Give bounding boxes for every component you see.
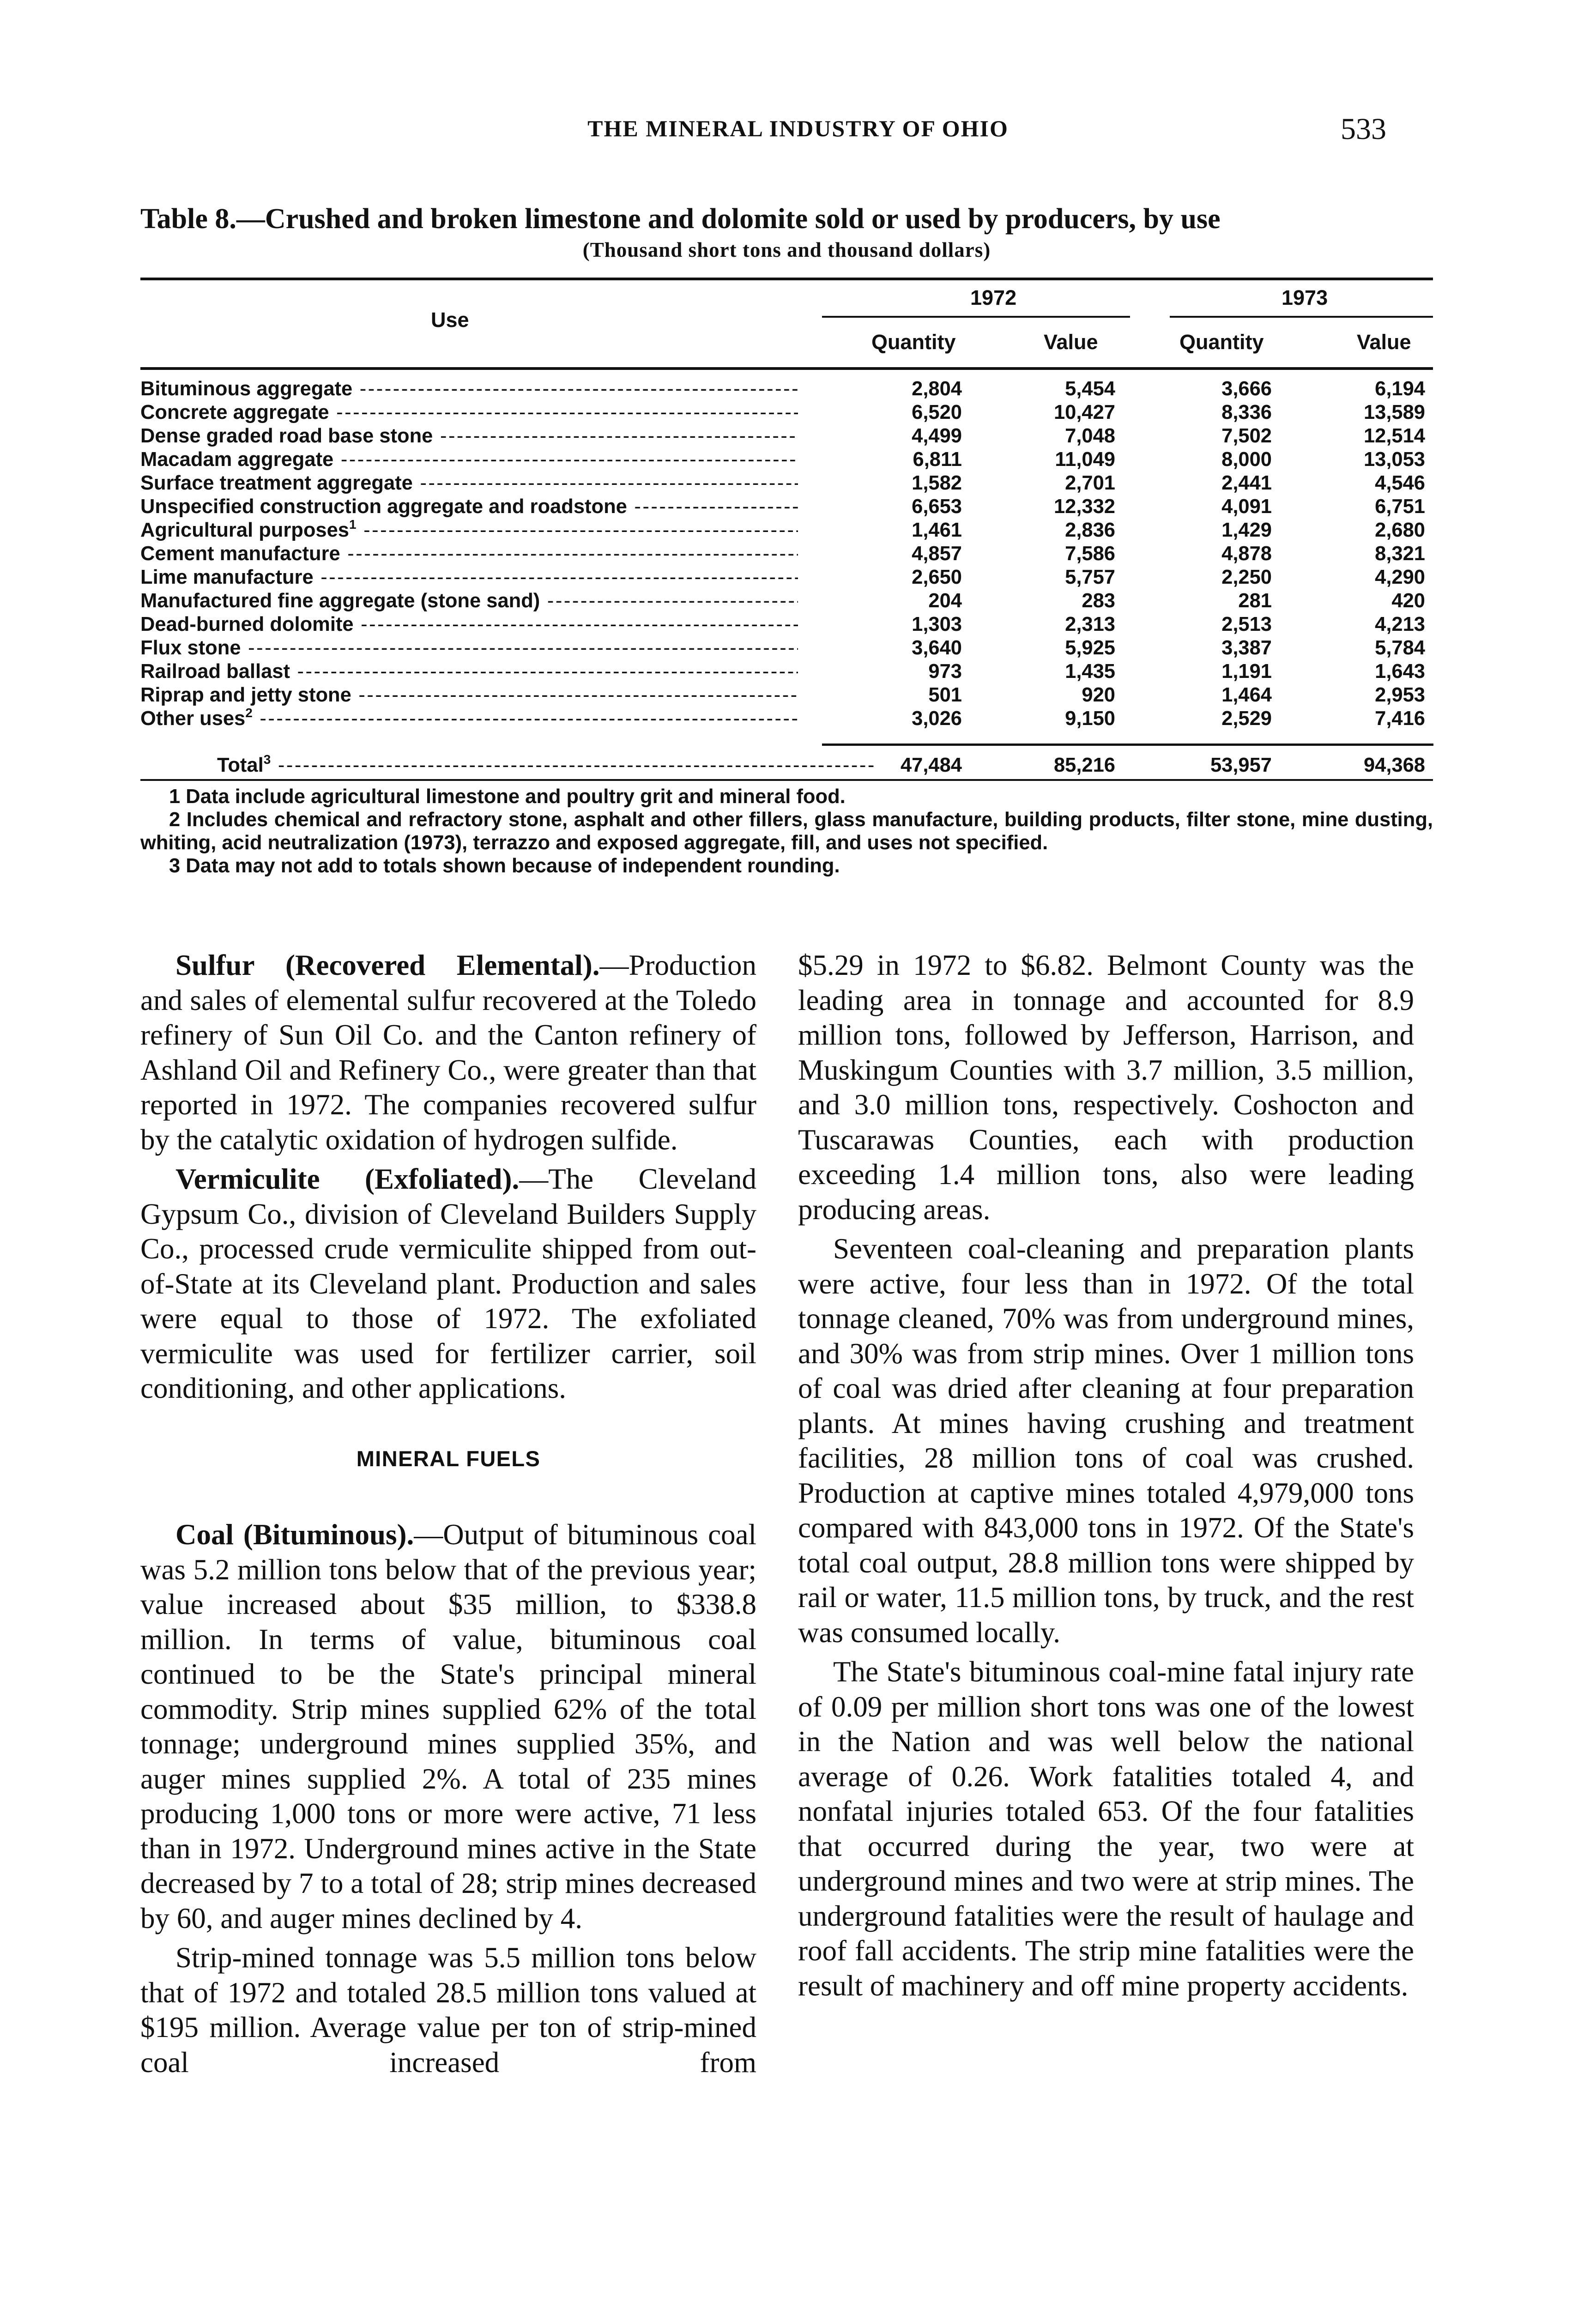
value-1973: 5,784	[1375, 637, 1425, 659]
column-header-quantity-1972: Quantity	[871, 330, 956, 354]
footnote-1: 1 Data include agricultural limestone and poultry grit and mineral food.	[169, 786, 846, 808]
page-number: 533	[1341, 112, 1386, 146]
use-label	[140, 683, 798, 707]
value-1972: 2,701	[1065, 472, 1115, 494]
paragraph-strip-mined: Strip-mined tonnage was 5.5 million tons below that of 1972 and totaled 28.5 million tons valued at $195 million. Average value per ton of strip-mined coal increased from	[140, 1941, 756, 2079]
table-top-rule	[140, 278, 1433, 280]
quantity-1972: 6,811	[913, 448, 962, 471]
table-row	[140, 659, 1433, 683]
quantity-1973: 2,529	[1221, 707, 1272, 730]
use-label	[140, 612, 798, 636]
use-label	[140, 424, 798, 448]
use-label	[140, 636, 798, 660]
quantity-1973: 8,336	[1221, 401, 1272, 423]
use-text: Cement manufacture	[140, 543, 340, 565]
value-1972: 1,435	[1065, 660, 1115, 683]
quantity-1972: 6,653	[912, 496, 962, 518]
value-1972: 2,313	[1065, 613, 1115, 635]
paragraph-coal-cleaning: Seventeen coal-cleaning and preparation plants were active, four less than in 1972. Of the total tonnage cleaned, 70% was from underground mines, and 30% was from strip mines. Over 1 million tons of coal was dried after cleaning at four preparation plants. At mines having crushing and treatment facilities, 28 million tons of coal was crushed. Production at captive mines totaled 4,979,000 tons compared with 843,000 tons in 1972. Of the State's total coal output, 28.8 million tons were shipped by rail or water, 11.5 million tons, by truck, and the rest was consumed locally.	[798, 1233, 1414, 1649]
use-label	[140, 589, 798, 613]
use-text: Dense graded road base stone	[140, 425, 433, 447]
paragraph-sulfur	[140, 948, 756, 1157]
footnote-ref: 2	[245, 707, 253, 720]
quantity-1972: 501	[928, 684, 962, 706]
value-1973: 4,290	[1375, 566, 1425, 588]
quantity-1973: 4,091	[1221, 496, 1272, 518]
use-label	[140, 542, 798, 566]
footnote-3: 3 Data may not add to totals shown because of independent rounding.	[169, 855, 840, 877]
value-1973: 94,368	[1363, 754, 1425, 776]
use-label	[140, 518, 798, 542]
left-column	[140, 948, 756, 2085]
quantity-1973: 8,000	[1221, 448, 1272, 471]
use-text: Surface treatment aggregate	[140, 472, 413, 494]
quantity-1973: 53,957	[1210, 754, 1272, 776]
use-label	[140, 659, 798, 683]
value-1972: 2,836	[1065, 519, 1115, 541]
value-1972: 11,049	[1055, 448, 1115, 471]
use-label	[140, 377, 798, 401]
use-label	[140, 495, 798, 519]
value-1972: 85,216	[1053, 754, 1115, 776]
value-1973: 8,321	[1375, 543, 1425, 565]
paragraph-text: —The Cleveland Gypsum Co., division of Cleveland Builders Supply Co., processed crude vermiculite shipped from out-of-State at its Cleveland plant. Production and sales were equal to those of 1972. The exfoliated vermiculite was used for fertilizer carrier, soil conditioning, and other applications.	[140, 1163, 756, 1404]
value-1973: 6,194	[1375, 378, 1425, 400]
paragraph-belmont: $5.29 in 1972 to $6.82. Belmont County was the leading area in tonnage and accounted for 8.9 million tons, followed by Jefferson, Harrison, and Muskingum Counties with 3.7 million, 3.5 million, and 3.0 million tons, respectively. Coshocton and Tuscarawas Counties, each with production exceeding 1.4 million tons, also were leading producing areas.	[798, 949, 1414, 1226]
quantity-1972: 47,484	[900, 754, 962, 776]
right-column	[798, 948, 1414, 2008]
table-row	[140, 377, 1433, 401]
run-in-heading: Coal (Bituminous).	[175, 1518, 414, 1551]
column-header-value-1973: Value	[1357, 330, 1411, 354]
footnote-2: 2 Includes chemical and refractory stone, asphalt and other fillers, glass manufacture, building products, filter stone, mine dusting, whiting, acid neutralization (1973), terrazzo and exposed aggregate, fill, and uses not specified.	[140, 809, 1433, 854]
use-label	[140, 400, 798, 424]
column-header-use: Use	[431, 308, 469, 332]
quantity-1973: 1,191	[1221, 660, 1272, 683]
use-text: Total	[217, 754, 264, 776]
running-title: THE MINERAL INDUSTRY OF OHIO	[587, 115, 1009, 141]
value-1973: 13,053	[1363, 448, 1425, 471]
table-total-row	[140, 753, 1433, 777]
use-label	[140, 707, 798, 731]
value-1973: 2,953	[1375, 684, 1425, 706]
quantity-1972: 1,461	[912, 519, 962, 541]
value-1972: 12,332	[1053, 496, 1115, 518]
value-1973: 420	[1391, 590, 1425, 612]
value-1972: 7,586	[1065, 543, 1115, 565]
table-row	[140, 424, 1433, 448]
run-in-heading: Sulfur (Recovered Elemental).	[175, 949, 600, 981]
use-label	[140, 447, 798, 471]
use-label	[140, 565, 798, 589]
value-1972: 5,925	[1065, 637, 1115, 659]
paragraph-coal	[140, 1517, 756, 1936]
value-1972: 5,454	[1065, 378, 1115, 400]
quantity-1972: 4,857	[912, 543, 962, 565]
use-label	[140, 753, 875, 777]
quantity-1972: 3,640	[912, 637, 962, 659]
quantity-1973: 1,429	[1221, 519, 1272, 541]
value-1973: 4,546	[1375, 472, 1425, 494]
table-row	[140, 636, 1433, 660]
value-1972: 5,757	[1065, 566, 1115, 588]
table-footnotes	[140, 785, 1433, 877]
quantity-1972: 1,303	[912, 613, 962, 635]
column-header-1973: 1973	[1282, 286, 1328, 309]
use-text: Bituminous aggregate	[140, 378, 353, 400]
use-text: Macadam aggregate	[140, 448, 334, 471]
table-subtitle: (Thousand short tons and thousand dollars)	[582, 238, 991, 261]
use-text: Other uses	[140, 707, 246, 730]
table-row	[140, 471, 1433, 495]
footnote-ref: 3	[263, 753, 271, 767]
table-row	[140, 400, 1433, 424]
use-text: Lime manufacture	[140, 566, 314, 588]
value-1972: 10,427	[1053, 401, 1115, 423]
table-row	[140, 589, 1433, 613]
quantity-1973: 7,502	[1221, 425, 1272, 447]
column-header-value-1972: Value	[1044, 330, 1098, 354]
value-1972: 920	[1082, 684, 1115, 706]
footnote-ref: 1	[349, 518, 357, 532]
value-1973: 4,213	[1375, 613, 1425, 635]
run-in-heading: Vermiculite (Exfoliated).	[175, 1163, 520, 1195]
quantity-1973: 2,441	[1221, 472, 1272, 494]
value-1973: 6,751	[1375, 496, 1425, 518]
header-bottom-rule	[140, 367, 1433, 370]
quantity-1972: 2,804	[912, 378, 962, 400]
quantity-1973: 281	[1238, 590, 1272, 612]
use-label	[140, 471, 798, 495]
quantity-1973: 3,387	[1221, 637, 1272, 659]
value-1973: 12,514	[1363, 425, 1425, 447]
table-row	[140, 447, 1433, 471]
value-1973: 1,643	[1375, 660, 1425, 683]
quantity-1972: 973	[928, 660, 962, 683]
table-bottom-rule	[140, 779, 1433, 781]
paragraph-safety: The State's bituminous coal-mine fatal injury rate of 0.09 per million short tons was one of the lowest in the Nation and was well below the national average of 0.26. Work fatalities totaled 4, and nonfatal injuries totaled 653. Of the four fatalities that occurred during the year, two were at underground mines and two were at strip mines. The underground fatalities were the result of haulage and roof fall accidents. The strip mine fatalities were the result of machinery and off mine property accidents.	[798, 1656, 1414, 2002]
quantity-1972: 6,520	[912, 401, 962, 423]
table-title: Table 8.—Crushed and broken limestone and dolomite sold or used by producers, by use	[140, 203, 1221, 235]
paragraph-vermiculite	[140, 1162, 756, 1406]
section-heading: MINERAL FUELS	[356, 1446, 541, 1471]
quantity-1972: 2,650	[912, 566, 962, 588]
paragraph-text: —Output of bituminous coal was 5.2 million tons below that of the previous year; value increased about $35 million, to $338.8 million. In terms of value, bituminous coal continued to be the State's principal mineral commodity. Strip mines supplied 62% of the total tonnage; underground mines supplied 35%, and auger mines supplied 2%. A total of 235 mines producing 1,000 tons or more were active, 71 less than in 1972. Underground mines active in the State decreased by 7 to a total of 28; strip mines decreased by 60, and auger mines declined by 4.	[140, 1518, 756, 1934]
use-text: Dead-burned dolomite	[140, 613, 354, 635]
value-1972: 7,048	[1065, 425, 1115, 447]
value-1972: 9,150	[1065, 707, 1115, 730]
year-rule-1972	[822, 316, 1130, 318]
quantity-1973: 3,666	[1221, 378, 1272, 400]
quantity-1973: 2,250	[1221, 566, 1272, 588]
use-text: Concrete aggregate	[140, 401, 329, 423]
use-text: Manufactured fine aggregate (stone sand)	[140, 590, 540, 612]
value-1972: 283	[1082, 590, 1115, 612]
quantity-1972: 204	[928, 590, 962, 612]
use-text: Agricultural purposes	[140, 519, 349, 541]
total-rule	[822, 743, 1433, 746]
table-row	[140, 707, 1433, 731]
use-text: Unspecified construction aggregate and roadstone	[140, 496, 627, 518]
table-row	[140, 612, 1433, 636]
table-row	[140, 683, 1433, 707]
value-1973: 13,589	[1363, 401, 1425, 423]
column-header-quantity-1973: Quantity	[1179, 330, 1264, 354]
value-1973: 7,416	[1375, 707, 1425, 730]
quantity-1972: 3,026	[912, 707, 962, 730]
table-row	[140, 495, 1433, 519]
table-row	[140, 542, 1433, 566]
column-header-1972: 1972	[970, 286, 1017, 309]
table-row	[140, 518, 1433, 542]
quantity-1973: 4,878	[1221, 543, 1272, 565]
quantity-1972: 1,582	[912, 472, 962, 494]
value-1973: 2,680	[1375, 519, 1425, 541]
use-text: Flux stone	[140, 637, 241, 659]
year-rule-1973	[1170, 316, 1433, 318]
table-row	[140, 565, 1433, 589]
use-text: Riprap and jetty stone	[140, 684, 351, 706]
paragraph-text: —Production and sales of elemental sulfur recovered at the Toledo refinery of Sun Oil Co. and the Canton refinery of Ashland Oil and Refinery Co., were greater than that reported in 1972. The companies recovered sulfur by the catalytic oxidation of hydrogen sulfide.	[140, 949, 756, 1156]
quantity-1973: 2,513	[1221, 613, 1272, 635]
quantity-1973: 1,464	[1221, 684, 1272, 706]
use-text: Railroad ballast	[140, 660, 290, 683]
quantity-1972: 4,499	[912, 425, 962, 447]
